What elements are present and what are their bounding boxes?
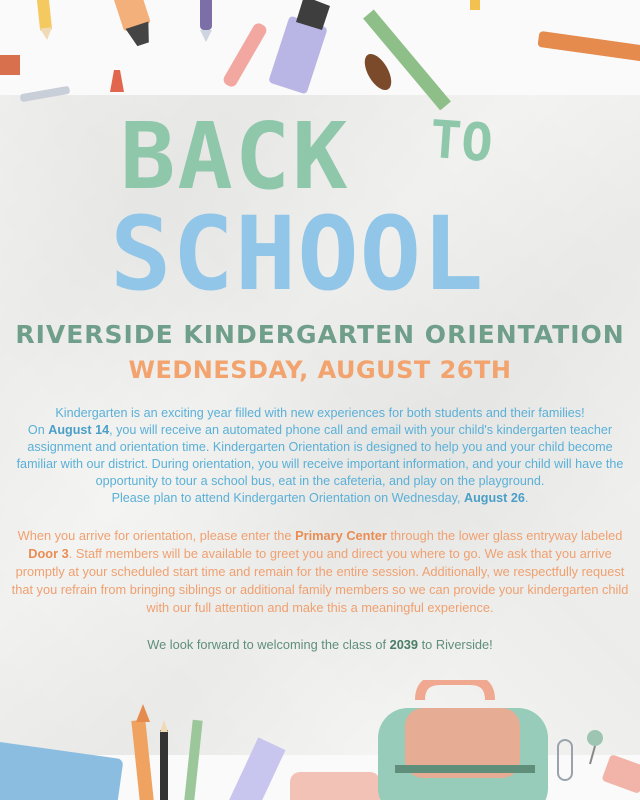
pencil-yellow-icon (470, 0, 480, 10)
pencil-icon (36, 0, 53, 40)
headline-to: TO (427, 109, 495, 175)
intro-paragraph (8, 405, 632, 507)
crayon-orange-icon (537, 31, 640, 62)
headline-back: BACK (120, 103, 350, 210)
date-aug-26: August 26 (464, 491, 525, 505)
school-supplies-bottom-illustration (0, 680, 640, 800)
paperclip-icon (558, 740, 572, 780)
pink-pen-icon (221, 21, 268, 89)
ruler-lavender-icon (220, 737, 285, 800)
pen-purple-icon (200, 0, 212, 42)
paintbrush-icon (359, 50, 396, 95)
eraser-icon (0, 55, 20, 75)
arrival-paragraph: When you arrive for orientation, please enter the Primary Center through the lower glass entryway labeled Door 3. Staff members will be available to greet you and direct you where to go. We ask that you arrive promptly at your scheduled start time and remain for the entire session. Additionally, we respectfully request that you refrain from bringing siblings or additional family members so we can provide your kindergarten child with our full attention and make this a meaningful experience. (11, 528, 629, 615)
pen-grey-icon (20, 86, 71, 103)
intro-line: Kindergarten is an exciting year filled with new experiences for both students and their families! (55, 406, 585, 420)
date-aug-14: August 14 (48, 423, 110, 437)
crayon-orange-bottom-icon (131, 704, 154, 800)
pushpin-icon (587, 730, 603, 764)
closing-line: We look forward to welcoming the class of 2039 to Riverside! (147, 637, 493, 652)
pencil-green-bottom-icon (183, 720, 202, 800)
highlighter-orange-icon (113, 0, 155, 48)
class-year: 2039 (389, 637, 419, 652)
school-supplies-top-illustration (0, 0, 640, 110)
pencil-black-icon (160, 720, 168, 800)
eraser-pink-icon (601, 754, 640, 794)
pencil-case-pink-icon (290, 772, 380, 800)
event-subtitle: RIVERSIDE KINDERGARTEN ORIENTATION (15, 320, 625, 349)
plan-line: Please plan to attend Kindergarten Orientation on Wednesday, August 26. (111, 491, 529, 505)
primary-center: Primary Center (295, 528, 387, 543)
event-date: WEDNESDAY, AUGUST 26TH (128, 356, 512, 384)
backpack-icon (378, 680, 548, 800)
marker-lavender-icon (268, 0, 330, 94)
intro-body: On August 14, you will receive an automated phone call and email with your child's kindergarten teacher assignment and orientation time. Kindergarten Orientation is designed to help you and your child become familiar with our district. During orientation, you will receive important information, and your child will have the opportunity to tour a school bus, eat in the cafeteria, and play on the playground. (16, 423, 624, 488)
crayon-red-icon (110, 70, 124, 92)
notebook-blue-icon (0, 741, 124, 800)
headline-school: SCHOOL (110, 195, 485, 314)
door-3: Door 3 (28, 546, 69, 561)
